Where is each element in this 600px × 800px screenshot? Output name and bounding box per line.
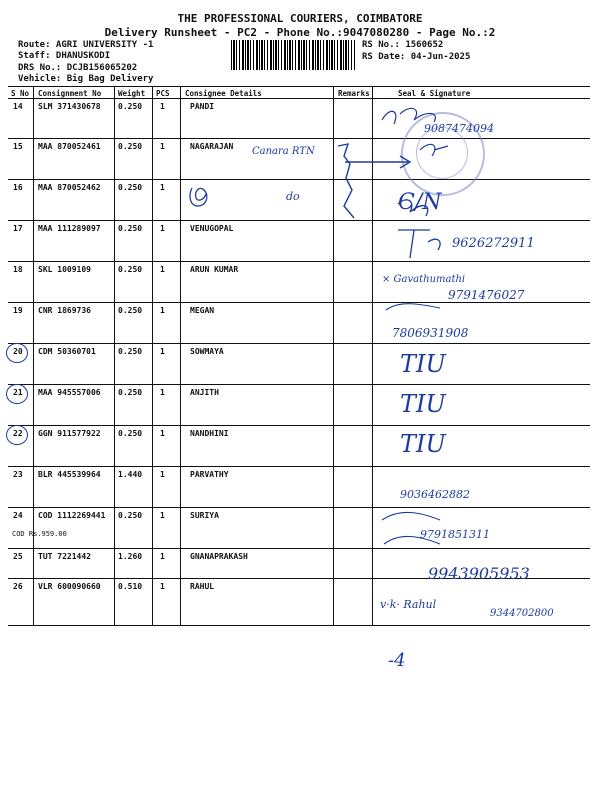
cell-sno: 18 — [13, 265, 23, 274]
cell-sno: 14 — [13, 102, 23, 111]
cell-pcs: 1 — [160, 102, 165, 111]
cell-weight: 0.250 — [118, 224, 143, 233]
cell-pcs: 1 — [160, 183, 165, 192]
handwritten-sig-16: C/N — [398, 190, 442, 215]
col-header-consignment: Consignment No — [38, 89, 102, 98]
cell-pcs: 1 — [160, 142, 165, 151]
handwritten-note-15: Canara RTN — [252, 146, 315, 157]
cell-pcs: 1 — [160, 470, 165, 479]
cell-cn: MAA 870052461 — [38, 142, 101, 151]
col-header-pcs: PCS — [156, 89, 170, 98]
rs-number: RS No.: 1560652 — [362, 40, 444, 50]
cell-weight: 1.440 — [118, 470, 143, 479]
handwritten-phone-18: 9791476027 — [448, 288, 525, 302]
cell-consignee: NAGARAJAN — [190, 142, 234, 151]
cell-sno: 24 — [13, 511, 23, 520]
cell-consignee: NANDHINI — [190, 429, 229, 438]
cell-sno: 25 — [13, 552, 23, 561]
cell-pcs: 1 — [160, 265, 165, 274]
cell-cn: MAA 111289097 — [38, 224, 101, 233]
col-header-remarks: Remarks — [338, 89, 370, 98]
handwritten-name-26: v·k· Rahul — [380, 598, 437, 611]
cell-consignee: PANDI — [190, 102, 215, 111]
cell-consignee: ARUN KUMAR — [190, 265, 239, 274]
handwritten-phone-17: 9626272911 — [452, 236, 535, 251]
handwritten-phone-26: 9344702800 — [490, 608, 554, 619]
handwritten-circle — [6, 343, 28, 363]
drs-number: DRS No.: DCJB156065202 — [18, 63, 138, 73]
cell-consignee: GNANAPRAKASH — [190, 552, 248, 561]
handwritten-circle — [6, 425, 28, 445]
cell-weight: 0.250 — [118, 102, 143, 111]
col-header-seal: Seal & Signature — [398, 89, 471, 98]
cell-cn: GGN 911577922 — [38, 429, 101, 438]
cell-weight: 0.250 — [118, 388, 143, 397]
col-header-sno: S No — [11, 89, 30, 98]
cell-cn: MAA 945557006 — [38, 388, 101, 397]
cell-weight: 0.250 — [118, 511, 143, 520]
barcode-graphic — [231, 40, 355, 70]
cell-pcs: 1 — [160, 511, 165, 520]
handwritten-sig-22: TIU — [400, 430, 446, 458]
cell-consignee: RAHUL — [190, 582, 215, 591]
col-header-consignee: Consignee Details — [185, 89, 262, 98]
cell-consignee: VENUGOPAL — [190, 224, 234, 233]
cell-cn: CNR 1869736 — [38, 306, 91, 315]
handwritten-page-mark: -4 — [388, 650, 406, 671]
cell-weight: 0.250 — [118, 265, 143, 274]
cell-cn: COD 1112269441 — [38, 511, 106, 520]
cell-pcs: 1 — [160, 429, 165, 438]
handwritten-sig-20: TIU — [400, 350, 446, 378]
staff-label: Staff: DHANUSKODI — [18, 51, 111, 61]
cell-cn: BLR 445539964 — [38, 470, 101, 479]
cell-sno: 23 — [13, 470, 23, 479]
cell-weight: 0.510 — [118, 582, 143, 591]
cell-cn: CDM 50360701 — [38, 347, 96, 356]
cell-sno: 26 — [13, 582, 23, 591]
cell-pcs: 1 — [160, 582, 165, 591]
cell-sno: 22 — [13, 429, 23, 438]
route-label: Route: AGRI UNIVERSITY -1 — [18, 40, 154, 50]
cell-consignee: SOWMAYA — [190, 347, 224, 356]
cell-weight: 0.250 — [118, 347, 143, 356]
cell-weight: 0.250 — [118, 306, 143, 315]
cell-cn: SLM 371430678 — [38, 102, 101, 111]
cell-consignee: MEGAN — [190, 306, 215, 315]
handwritten-phone-24: 9791851311 — [420, 528, 490, 541]
cell-pcs: 1 — [160, 224, 165, 233]
vehicle-label: Vehicle: Big Bag Delivery — [18, 74, 154, 84]
cell-sno: 20 — [13, 347, 23, 356]
cell-cn: VLR 600090660 — [38, 582, 101, 591]
cell-consignee: PARVATHY — [190, 470, 229, 479]
handwritten-sig-21: TIU — [400, 390, 446, 418]
cell-pcs: 1 — [160, 388, 165, 397]
cell-consignee: ANJITH — [190, 388, 219, 397]
cell-pcs: 1 — [160, 306, 165, 315]
cell-sno: 16 — [13, 183, 23, 192]
cell-cn: SKL 1009109 — [38, 265, 91, 274]
cell-weight: 0.250 — [118, 183, 143, 192]
company-title: THE PROFESSIONAL COURIERS, COIMBATORE — [177, 12, 423, 25]
cell-sno: 19 — [13, 306, 23, 315]
handwritten-phone-25: 9943905953 — [428, 564, 530, 583]
cell-cn: MAA 870052462 — [38, 183, 101, 192]
cell-weight: 0.250 — [118, 429, 143, 438]
handwritten-phone-19: 7806931908 — [392, 326, 469, 340]
cell-cn: TUT 7221442 — [38, 552, 91, 561]
handwritten-ditto-16: do — [286, 190, 300, 203]
cod-amount: COD Rs.959.00 — [12, 530, 67, 538]
handwritten-phone-14: 9087474094 — [424, 122, 494, 135]
runsheet-subtitle: Delivery Runsheet - PC2 - Phone No.:9047080280 - Page No.:2 — [104, 26, 496, 39]
rs-date: RS Date: 04-Jun-2025 — [362, 52, 471, 62]
col-header-weight: Weight — [118, 89, 146, 98]
cell-pcs: 1 — [160, 552, 165, 561]
cell-sno: 17 — [13, 224, 23, 233]
cell-weight: 0.250 — [118, 142, 143, 151]
handwritten-phone-23: 9036462882 — [400, 488, 470, 501]
cell-consignee: SURIYA — [190, 511, 219, 520]
handwritten-circle — [6, 384, 28, 404]
handwritten-name-18: × Gavathumathi — [382, 274, 466, 285]
handwritten-scribble — [186, 184, 216, 210]
cell-weight: 1.260 — [118, 552, 143, 561]
cell-pcs: 1 — [160, 347, 165, 356]
cell-sno: 21 — [13, 388, 23, 397]
cell-sno: 15 — [13, 142, 23, 151]
